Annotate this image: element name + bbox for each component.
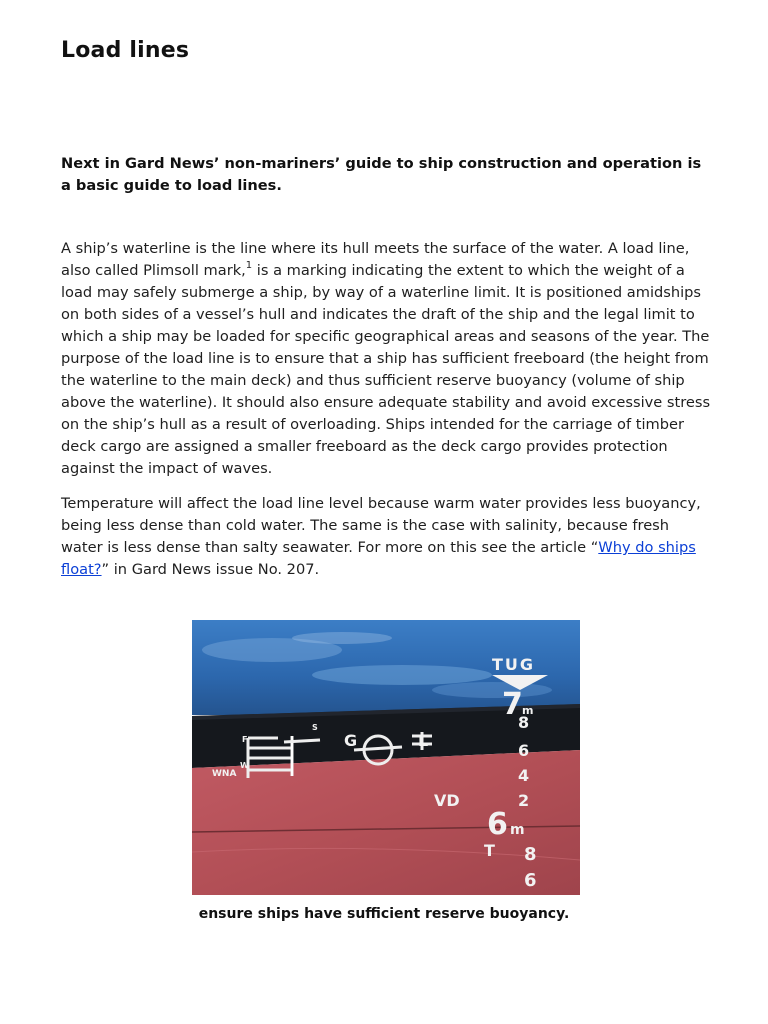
paragraph-1-text-a: A ship’s waterline is the line where its hull meets the surface of the water. A load line, also called Plimsoll mark, <box>61 240 690 279</box>
page-title: Load lines <box>61 38 190 63</box>
lead-paragraph: Next in Gard News’ non-mariners’ guide to ship construction and operation is a basic guide to load lines. <box>61 155 702 194</box>
mark-wna: WNA <box>212 769 237 779</box>
mark-w: W <box>240 761 249 770</box>
figure-caption: ensure ships have sufficient reserve buoyancy. <box>198 906 570 922</box>
paragraph-2-text-b: ” in Gard News issue No. 207. <box>101 561 320 578</box>
draft-mark-4: 4 <box>518 766 530 785</box>
mark-m: m <box>522 704 534 717</box>
paragraph-1-text-b: is a marking indicating the extent to which the weight of a load may safely submerge a ship, by way of a waterline limit. It is positioned amidships on both sides of a vessel’s hull and indicates the draft of the ship and the legal limit to which a ship may be loaded for specific geographical areas and seasons of the year. The purpose of the load line is to ensure that a ship has sufficient freeboard (the height from the waterline to the main deck) and thus sufficient reserve buoyancy (volume of ship above the waterline). It should also ensure adequate stability and avoid excessive stress on the ship’s hull as a result of overloading. Ships intended for the carriage of timber deck cargo are assigned a smaller freeboard as the deck cargo provides protection against the impact of waves. <box>61 262 711 477</box>
body-paragraph-1 <box>61 238 711 480</box>
mark-f: F <box>242 735 248 744</box>
draft-mark-2: 2 <box>518 791 530 810</box>
mark-t: T <box>484 841 495 860</box>
mark-m2: m <box>510 822 525 838</box>
mark-vd: VD <box>434 791 460 810</box>
draft-mark-8: 8 <box>518 713 530 732</box>
why-do-ships-float-link[interactable]: Why do ships float? <box>61 539 696 578</box>
load-line-photo <box>192 620 580 895</box>
mark-six: 6 <box>487 807 508 842</box>
footnote-ref-1[interactable]: 1 <box>245 260 253 272</box>
body-paragraph-2 <box>61 493 711 581</box>
draft-mark-lower-6: 6 <box>524 870 537 891</box>
mark-g: G <box>344 731 358 750</box>
mark-l: L <box>418 731 429 750</box>
draft-mark-lower-8: 8 <box>524 844 537 865</box>
mark-tug: TUG <box>492 655 536 674</box>
draft-mark-6: 6 <box>518 741 530 760</box>
paragraph-2-text-a: Temperature will affect the load line level because warm water provides less buoyancy, being less dense than cold water. The same is the case with salinity, because fresh water is less dense than salty seawater. For more on this see the article “ <box>61 495 701 556</box>
mark-s: S <box>312 723 318 732</box>
mark-seven: 7 <box>502 687 523 722</box>
